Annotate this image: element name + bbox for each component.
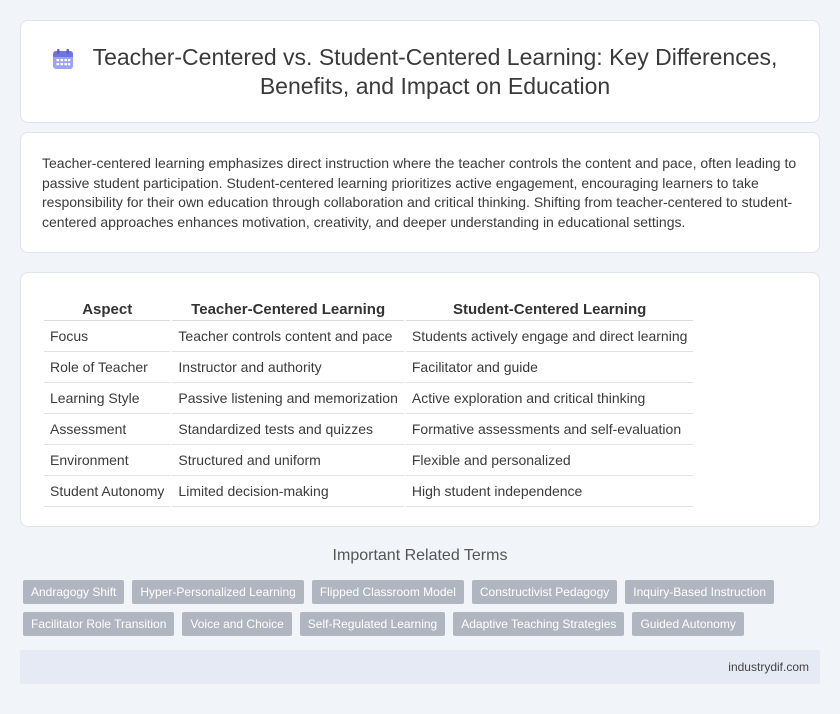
table-cell: Student Autonomy	[44, 476, 170, 507]
related-term-tag[interactable]: Andragogy Shift	[23, 580, 124, 604]
related-term-tag[interactable]: Guided Autonomy	[632, 612, 743, 636]
column-header: Student-Centered Learning	[406, 296, 694, 321]
table-cell: Passive listening and memorization	[172, 383, 403, 414]
site-name[interactable]: industrydif.com	[728, 660, 809, 674]
table-row	[44, 414, 693, 445]
table-row	[44, 476, 693, 507]
related-term-tag[interactable]: Self-Regulated Learning	[300, 612, 445, 636]
table-cell: Flexible and personalized	[406, 445, 694, 476]
table-cell: Students actively engage and direct learning	[406, 321, 694, 352]
table-header-row	[44, 296, 693, 321]
table-cell: Active exploration and critical thinking	[406, 383, 694, 414]
table-cell: Facilitator and guide	[406, 352, 694, 383]
comparison-card	[20, 272, 820, 527]
title-card	[20, 20, 820, 123]
related-term-tag[interactable]: Voice and Choice	[182, 612, 291, 636]
table-cell: Role of Teacher	[44, 352, 170, 383]
related-terms-list	[23, 580, 813, 636]
comparison-table	[42, 296, 695, 507]
table-row	[44, 445, 693, 476]
page-title: Teacher-Centered vs. Student-Centered Learning: Key Differences, Benefits, and Impact on Education	[92, 43, 778, 99]
table-cell: High student independence	[406, 476, 694, 507]
table-cell: Assessment	[44, 414, 170, 445]
related-term-tag[interactable]: Constructivist Pedagogy	[472, 580, 617, 604]
related-terms-heading: Important Related Terms	[332, 547, 508, 564]
table-cell: Environment	[44, 445, 170, 476]
column-header: Aspect	[44, 296, 170, 321]
table-row	[44, 383, 693, 414]
related-term-tag[interactable]: Adaptive Teaching Strategies	[453, 612, 624, 636]
table-row	[44, 321, 693, 352]
table-cell: Learning Style	[44, 383, 170, 414]
table-cell: Standardized tests and quizzes	[172, 414, 403, 445]
table-cell: Teacher controls content and pace	[172, 321, 403, 352]
column-header: Teacher-Centered Learning	[172, 296, 403, 321]
table-row	[44, 352, 693, 383]
related-term-tag[interactable]: Hyper-Personalized Learning	[132, 580, 303, 604]
related-term-tag[interactable]: Facilitator Role Transition	[23, 612, 174, 636]
table-cell: Instructor and authority	[172, 352, 403, 383]
table-cell: Formative assessments and self-evaluation	[406, 414, 694, 445]
table-cell: Structured and uniform	[172, 445, 403, 476]
table-cell: Limited decision-making	[172, 476, 403, 507]
intro-card	[20, 132, 820, 253]
intro-paragraph: Teacher-centered learning emphasizes direct instruction where the teacher controls the content and pace, often leading to passive student participation. Student-centered learning prioritizes active engagement, encouraging learners to take responsibility for their own education through collaboration and critical thinking. Shifting from teacher-centered to student-centered approaches enhances motivation, creativity, and deeper understanding in educational settings.	[42, 155, 797, 230]
related-term-tag[interactable]: Flipped Classroom Model	[312, 580, 464, 604]
related-term-tag[interactable]: Inquiry-Based Instruction	[625, 580, 774, 604]
footer	[20, 650, 820, 684]
table-cell: Focus	[44, 321, 170, 352]
